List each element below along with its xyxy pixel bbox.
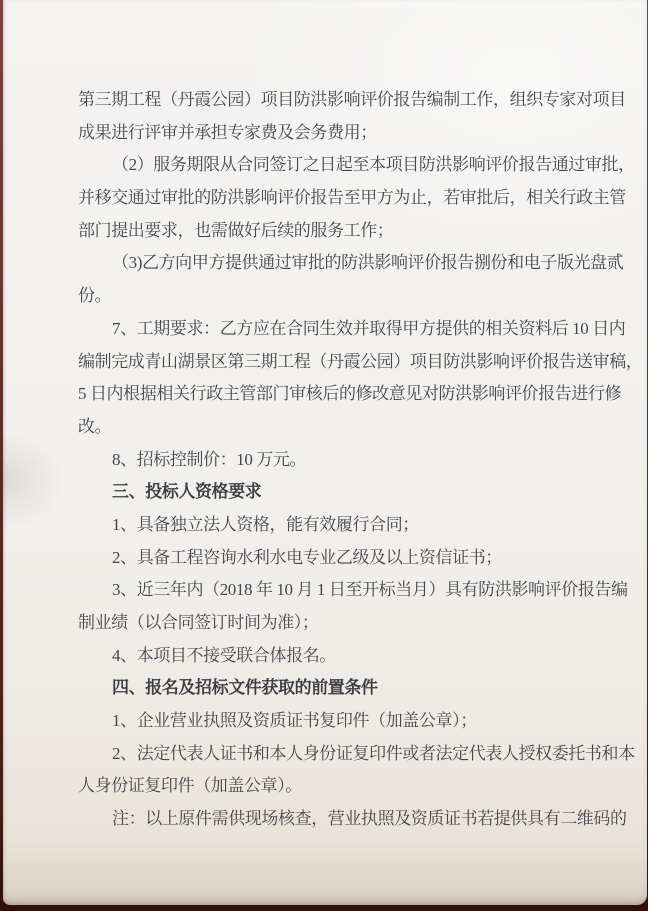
document-line: 人身份证复印件（加盖公章）。: [78, 776, 302, 796]
document-line: 2、具备工程咨询水利水电专业乙级及以上资信证书；: [112, 547, 502, 567]
document-body: [78, 84, 643, 836]
document-line: 3、近三年内（2018 年 10 月 1 日至开标当月）具有防洪影响评价报告编: [112, 580, 628, 600]
document-line: 1、企业营业执照及资质证书复印件（加盖公章）；: [112, 711, 477, 731]
document-line: 制业绩（以合同签订时间为准）；: [78, 613, 319, 632]
document-line: 并移交通过审批的防洪影响评价报告至甲方为止，若审批后，相关行政主管: [78, 188, 626, 208]
document-line: （2）服务期限从合同签订之日起至本项目防洪影响评价报告通过审批，: [112, 155, 635, 175]
document-line: 成果进行评审并承担专家费及会务费用；: [78, 122, 377, 142]
document-line: 部门提出要求，也需做好后续的服务工作；: [78, 220, 394, 240]
document-line: 8、招标控制价：10 万元。: [112, 449, 307, 469]
section-heading-bidder-qualifications: 三、投标人资格要求: [112, 482, 262, 502]
section-heading-registration-prerequisites: 四、报名及招标文件获取的前置条件: [112, 678, 378, 698]
document-line: 份。: [78, 286, 112, 306]
document-line: （3)乙方向甲方提供通过审批的防洪影响评价报告捌份和电子版光盘贰: [112, 253, 624, 273]
document-line: 2、法定代表人证书和本人身份证复印件或者法定代表人授权委托书和本: [112, 743, 635, 763]
document-line: 改。: [78, 416, 112, 436]
document-line: 第三期工程（丹霞公园）项目防洪影响评价报告编制工作，组织专家对项目: [78, 90, 626, 109]
document-line: 编制完成青山湖景区第三期工程（丹霞公园）项目防洪影响评价报告送审稿，: [78, 351, 643, 371]
document-line: 7、工期要求：乙方应在合同生效并取得甲方提供的相关资料后 10 日内: [112, 318, 626, 338]
paper-page: [3, 0, 647, 905]
document-line: 5 日内根据相关行政主管部门审核后的修改意见对防洪影响评价报告进行修: [78, 384, 622, 404]
document-line: 注：以上原件需供现场核查，营业执照及资质证书若提供具有二维码的: [112, 809, 627, 829]
document-line: 4、本项目不接受联合体报名。: [112, 645, 336, 665]
document-line: 1、具备独立法人资格，能有效履行合同；: [112, 514, 419, 534]
